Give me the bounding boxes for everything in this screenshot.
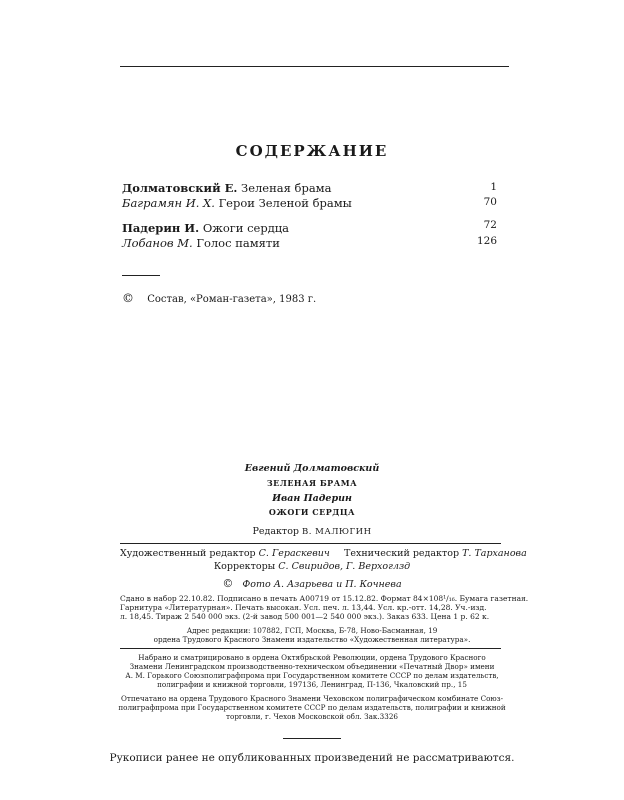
proofreaders-line: [0, 561, 624, 572]
printing-note-line: Набрано и сматрицировано в ордена Октябрьской Революции, ордена Трудового Красного: [138, 653, 486, 662]
notice-rule: [283, 738, 341, 739]
toc-title: Ожоги сердца: [202, 221, 290, 235]
toc-author: Лобанов М.: [122, 236, 193, 250]
proofreaders-label: Корректоры: [213, 561, 276, 572]
book-title: ОЖОГИ СЕРДЦА: [268, 507, 356, 517]
book-title: ЗЕЛЕНАЯ БРАМА: [266, 478, 358, 488]
short-divider: [122, 275, 160, 276]
toc-page: 1: [490, 181, 497, 193]
toc-page: 72: [483, 219, 497, 231]
copyright-line: [122, 291, 316, 305]
art-editor-line: [120, 548, 330, 559]
address-line: Адрес редакции: 107882, ГСП, Москва, Б-78, Ново-Басманная, 19: [186, 626, 438, 635]
art-editor-label: Художественный редактор: [120, 548, 256, 559]
printing-note-line: А. М. Горького Союзполиграфпрома при Государственном комитете СССР по делам издательств,: [125, 671, 499, 680]
printing-top-rule: [120, 648, 501, 649]
proofreaders-names: С. Свиридов, Г. Верхоглзд: [278, 561, 411, 572]
toc-author: Баграмян И. Х.: [122, 196, 215, 210]
printing-note-line: полиграфии и книжной торговли, 197136, Ленинград, П-136, Чкаловский пр., 15: [157, 680, 467, 689]
toc-entry: [122, 221, 289, 235]
print-info-line: Гарнитура «Литературная». Печать высокая. Усл. печ. л. 13,44. Усл. кр.-отт. 14,28. Уч.-изд.: [120, 603, 487, 612]
tech-editor-line: [344, 548, 527, 559]
art-editor-name: С. Гераскевич: [258, 548, 330, 559]
photo-copyright-icon: ©: [222, 577, 234, 590]
toc-entry: [122, 236, 280, 250]
toc-title: Герои Зеленой брамы: [218, 196, 352, 210]
toc-title: Голос памяти: [196, 236, 280, 250]
editor-label: Редактор: [252, 526, 299, 537]
toc-author: Падерин И.: [122, 221, 200, 235]
toc-page: 126: [476, 235, 497, 247]
printed-note-line: Отпечатано на ордена Трудового Красного Знамени Чеховском полиграфическом комбинате Союз-: [120, 694, 504, 703]
editor-line: [0, 526, 624, 537]
book-author: Евгений Долматовский: [244, 463, 380, 474]
printed-note-line: торговли, г. Чехов Московской обл. Зак.3326: [226, 712, 398, 721]
manuscript-notice: Рукописи ранее не опубликованных произведений не рассматриваются.: [109, 752, 515, 764]
toc-page: 70: [483, 196, 497, 208]
photo-credit: Фото А. Азарьева и П. Кочнева: [242, 579, 402, 590]
print-info-line: л. 18,45. Тираж 2 540 000 экз. (2-й завод 500 001—2 540 000 экз.). Заказ 633. Цена 1 р. 62 к.: [120, 612, 490, 621]
toc-entry: [122, 181, 332, 195]
editor-name: В. МАЛЮГИН: [302, 527, 372, 537]
toc-author: Долматовский Е.: [122, 181, 238, 195]
photo-credit-line: [0, 577, 624, 590]
print-info-line: Сдано в набор 22.10.82. Подписано в печать А00719 от 15.12.82. Формат 84×108¹/₁₆. Бумага газетная.: [120, 594, 529, 603]
book-author: Иван Падерин: [272, 493, 352, 504]
printed-note-line: полиграфпрома при Государственном комитете СССР по делам издательств, полиграфии и книжной: [118, 703, 506, 712]
page-title: СОДЕРЖАНИЕ: [235, 142, 389, 160]
copyright-text: Состав, «Роман-газета», 1983 г.: [147, 294, 317, 305]
printing-note-line: Знамени Ленинградском производственно-техническом объединении «Печатный Двор» имени: [129, 662, 495, 671]
tech-editor-name: Т. Тарханова: [462, 548, 527, 559]
tech-editor-label: Технический редактор: [344, 548, 460, 559]
top-rule: [120, 66, 509, 67]
copyright-icon: ©: [122, 291, 134, 305]
toc-title: Зеленая брама: [241, 181, 332, 195]
toc-entry: [122, 196, 352, 210]
address-line: ордена Трудового Красного Знамени издательство «Художественная литература».: [153, 635, 471, 644]
credits-top-rule: [120, 543, 501, 544]
